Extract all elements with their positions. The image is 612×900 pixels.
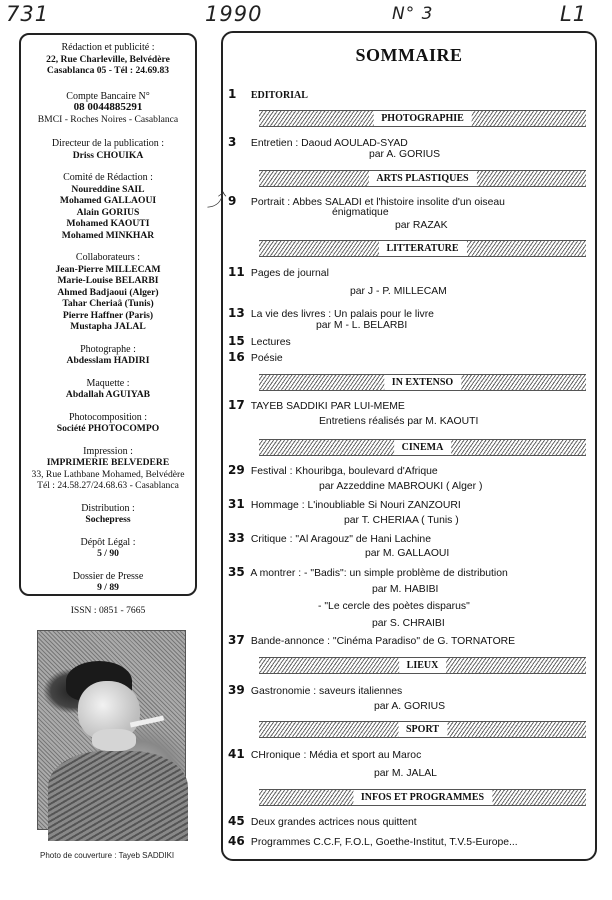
page-number: 45 xyxy=(228,814,245,828)
photo-hand-shape xyxy=(92,729,136,751)
entry-title: Pages de journal xyxy=(250,268,329,279)
comite-member: Noureddine SAIL xyxy=(71,183,145,195)
toc-entry[interactable] xyxy=(228,307,434,321)
entry-title: Deux grandes actrices nous quittent xyxy=(250,817,417,828)
compte-bank: BMCI - Roches Noires - Casablanca xyxy=(37,113,179,125)
page-number: 11 xyxy=(228,265,245,279)
section-label: LITTERATURE xyxy=(378,241,466,256)
maquette-name: Abdallah AGUIYAB xyxy=(65,389,151,400)
photo-caption: Photo de couverture : Tayeb SADDIKI xyxy=(40,851,175,860)
impression-phone: Tél : 24.58.27/24.68.63 - Casablanca xyxy=(37,480,179,491)
section-lieux xyxy=(259,657,586,674)
page-number: 41 xyxy=(228,747,245,761)
section-label: ARTS PLASTIQUES xyxy=(368,171,476,186)
toc-entry[interactable] xyxy=(228,136,408,150)
depot-heading: Dépôt Légal : xyxy=(80,536,136,548)
entry-title: Poésie xyxy=(250,353,283,364)
sommaire-box xyxy=(221,31,597,861)
entry-title: TAYEB SADDIKI PAR LUI-MEME xyxy=(250,401,405,412)
entry-title: Festival : Khouribga, boulevard d'Afrique xyxy=(250,466,438,477)
page-number: 39 xyxy=(228,683,245,697)
photocomp-block xyxy=(21,412,195,435)
handwritten-extra: L1 xyxy=(560,2,588,26)
redaction-line: 22, Rue Charleville, Belvédère xyxy=(46,53,170,65)
page-number: 33 xyxy=(228,531,245,545)
toc-entry[interactable] xyxy=(228,498,461,512)
page-number: 35 xyxy=(228,565,245,579)
collab-heading: Collaborateurs : xyxy=(75,252,141,263)
toc-entry[interactable] xyxy=(228,815,417,829)
comite-member: Alain GORIUS xyxy=(76,206,140,218)
page-number: 37 xyxy=(228,633,245,647)
toc-entry-editorial[interactable] xyxy=(228,88,308,102)
page-number: 29 xyxy=(228,463,245,477)
photographe-heading: Photographe : xyxy=(80,343,136,355)
entry-title-continued: - "Le cercle des poètes disparus" xyxy=(318,601,470,612)
section-litterature xyxy=(259,240,586,257)
directeur-block xyxy=(21,138,195,161)
entry-title: Programmes C.C.F, F.O.L, Goethe-Institut, T.V.5-Europe... xyxy=(250,837,518,848)
handwritten-ref: 731 xyxy=(6,2,50,26)
compte-number: 08 0044885291 xyxy=(73,101,143,113)
toc-entry[interactable] xyxy=(228,748,421,762)
distribution-block xyxy=(21,503,195,526)
entry-title-continued: énigmatique xyxy=(332,207,389,218)
sommaire-title: SOMMAIRE xyxy=(355,45,463,65)
toc-entry[interactable] xyxy=(228,684,402,698)
collab-member: Ahmed Badjaoui (Alger) xyxy=(57,286,159,298)
maquette-heading: Maquette : xyxy=(86,377,130,389)
distribution-name: Sochepress xyxy=(85,514,131,525)
collab-member: Pierre Haffner (Paris) xyxy=(62,309,154,321)
entry-title: CHronique : Média et sport au Maroc xyxy=(250,750,422,761)
section-label: CINEMA xyxy=(394,440,452,455)
cover-photo xyxy=(37,630,186,830)
redaction-line: Casablanca 05 - Tél : 24.69.83 xyxy=(46,65,170,76)
entry-title: Bande-annonce : "Cinéma Paradiso" de G. TORNATORE xyxy=(250,636,516,647)
entry-author: par M. JALAL xyxy=(374,768,437,779)
toc-entry[interactable] xyxy=(228,351,283,365)
toc-entry[interactable] xyxy=(228,266,329,280)
directeur-name: Driss CHOUIKA xyxy=(72,149,144,161)
section-label: IN EXTENSO xyxy=(384,375,461,390)
page-number: 9 xyxy=(228,194,237,208)
entry-title: Entretien : Daoud AOULAD-SYAD xyxy=(250,138,408,149)
photocomp-heading: Photocomposition : xyxy=(68,411,148,423)
page-number: 17 xyxy=(228,398,245,412)
impression-block xyxy=(21,446,195,492)
entry-author: par A. GORIUS xyxy=(374,701,446,712)
section-label: SPORT xyxy=(398,722,447,737)
depot-block xyxy=(21,537,195,560)
impression-address: 33, Rue Lathbane Mohamed, Belvédère xyxy=(31,468,185,480)
page-number: 16 xyxy=(228,350,245,364)
entry-title: La vie des livres : Un palais pour le livre xyxy=(250,309,434,320)
distribution-heading: Distribution : xyxy=(81,502,135,514)
section-photographie xyxy=(259,110,586,127)
section-infos-programmes xyxy=(259,789,586,806)
toc-entry[interactable] xyxy=(228,335,291,349)
page-number: 3 xyxy=(228,135,237,149)
entry-title: Lectures xyxy=(250,337,291,348)
entry-title: A montrer : - "Badis": un simple problème de distribution xyxy=(250,568,508,579)
section-cinema xyxy=(259,439,586,456)
handwritten-year: 1990 xyxy=(205,2,263,26)
entry-author: par M. GALLAOUI xyxy=(365,548,450,559)
toc-entry[interactable] xyxy=(228,532,431,546)
issn: ISSN : 0851 - 7665 xyxy=(70,604,146,616)
page-number: 31 xyxy=(228,497,245,511)
section-label: INFOS ET PROGRAMMES xyxy=(353,790,492,805)
entry-title: Portrait : Abbes SALADI et l'histoire insolite d'un oiseau xyxy=(250,197,505,208)
page-number: 1 xyxy=(228,87,237,101)
comite-member: Mohamed KAOUTI xyxy=(66,218,150,229)
compte-block xyxy=(21,91,195,126)
collab-member: Tahar Cheriaâ (Tunis) xyxy=(62,298,154,309)
toc-entry[interactable] xyxy=(228,634,515,648)
toc-entry[interactable] xyxy=(228,464,438,478)
entry-author: par S. CHRAIBI xyxy=(372,618,445,629)
comite-member: Mohamed MINKHAR xyxy=(61,229,155,241)
collab-member: Jean-Pierre MILLECAM xyxy=(55,263,161,275)
impression-heading: Impression : xyxy=(83,445,133,457)
section-arts-plastiques xyxy=(259,170,586,187)
compte-heading: Compte Bancaire N° xyxy=(66,90,150,102)
photo-body-shape xyxy=(48,751,188,841)
redaction-block xyxy=(21,42,195,77)
directeur-heading: Directeur de la publication : xyxy=(51,138,165,149)
toc-entry[interactable] xyxy=(228,835,518,849)
section-sport xyxy=(259,721,586,738)
maquette-block xyxy=(21,378,195,401)
entry-author: par Azzeddine MABROUKI ( Alger ) xyxy=(319,481,483,492)
depot-value: 5 / 90 xyxy=(97,548,119,559)
collab-block xyxy=(21,252,195,333)
comite-block xyxy=(21,172,195,241)
section-label: LIEUX xyxy=(399,658,447,673)
entry-author: par J - P. MILLECAM xyxy=(350,286,447,297)
entry-title: Gastronomie : saveurs italiennes xyxy=(250,686,403,697)
toc-entry[interactable] xyxy=(228,566,508,580)
entry-author: par A. GORIUS xyxy=(369,149,441,160)
entry-author: par M - L. BELARBI xyxy=(316,320,408,331)
page-number: 15 xyxy=(228,334,245,348)
entry-title: EDITORIAL xyxy=(250,90,308,101)
entry-title: Critique : "Al Aragouz" de Hani Lachine xyxy=(250,534,431,545)
page-number: 13 xyxy=(228,306,245,320)
dossier-heading: Dossier de Presse xyxy=(72,570,144,582)
toc-entry[interactable] xyxy=(228,399,405,413)
entry-title: Hommage : L'inoubliable Si Nouri ZANZOURI xyxy=(250,500,461,511)
photographe-block xyxy=(21,344,195,367)
page-number: 46 xyxy=(228,834,245,848)
entry-author: Entretiens réalisés par M. KAOUTI xyxy=(319,416,479,427)
section-in-extenso xyxy=(259,374,586,391)
collab-member: Mustapha JALAL xyxy=(70,321,146,332)
section-label: PHOTOGRAPHIE xyxy=(373,111,472,126)
comite-heading: Comité de Rédaction : xyxy=(63,172,153,183)
dossier-block xyxy=(21,571,195,594)
photographe-name: Abdesslam HADIRI xyxy=(66,355,150,366)
handwritten-arrow-mark: ⤴ xyxy=(207,191,224,211)
comite-member: Mohamed GALLAOUI xyxy=(59,195,157,206)
entry-author: par T. CHERIAA ( Tunis ) xyxy=(344,515,459,526)
entry-author: par M. HABIBI xyxy=(372,584,439,595)
dossier-value: 9 / 89 xyxy=(97,582,119,593)
collab-member: Marie-Louise BELARBI xyxy=(57,275,159,286)
impression-name: IMPRIMERIE BELVEDERE xyxy=(46,457,170,468)
masthead-box xyxy=(19,33,197,616)
photocomp-name: Société PHOTOCOMPO xyxy=(56,423,160,434)
redaction-heading: Rédaction et publicité : xyxy=(61,42,155,53)
handwritten-number: N° 3 xyxy=(392,4,434,24)
entry-author: par RAZAK xyxy=(395,220,448,231)
